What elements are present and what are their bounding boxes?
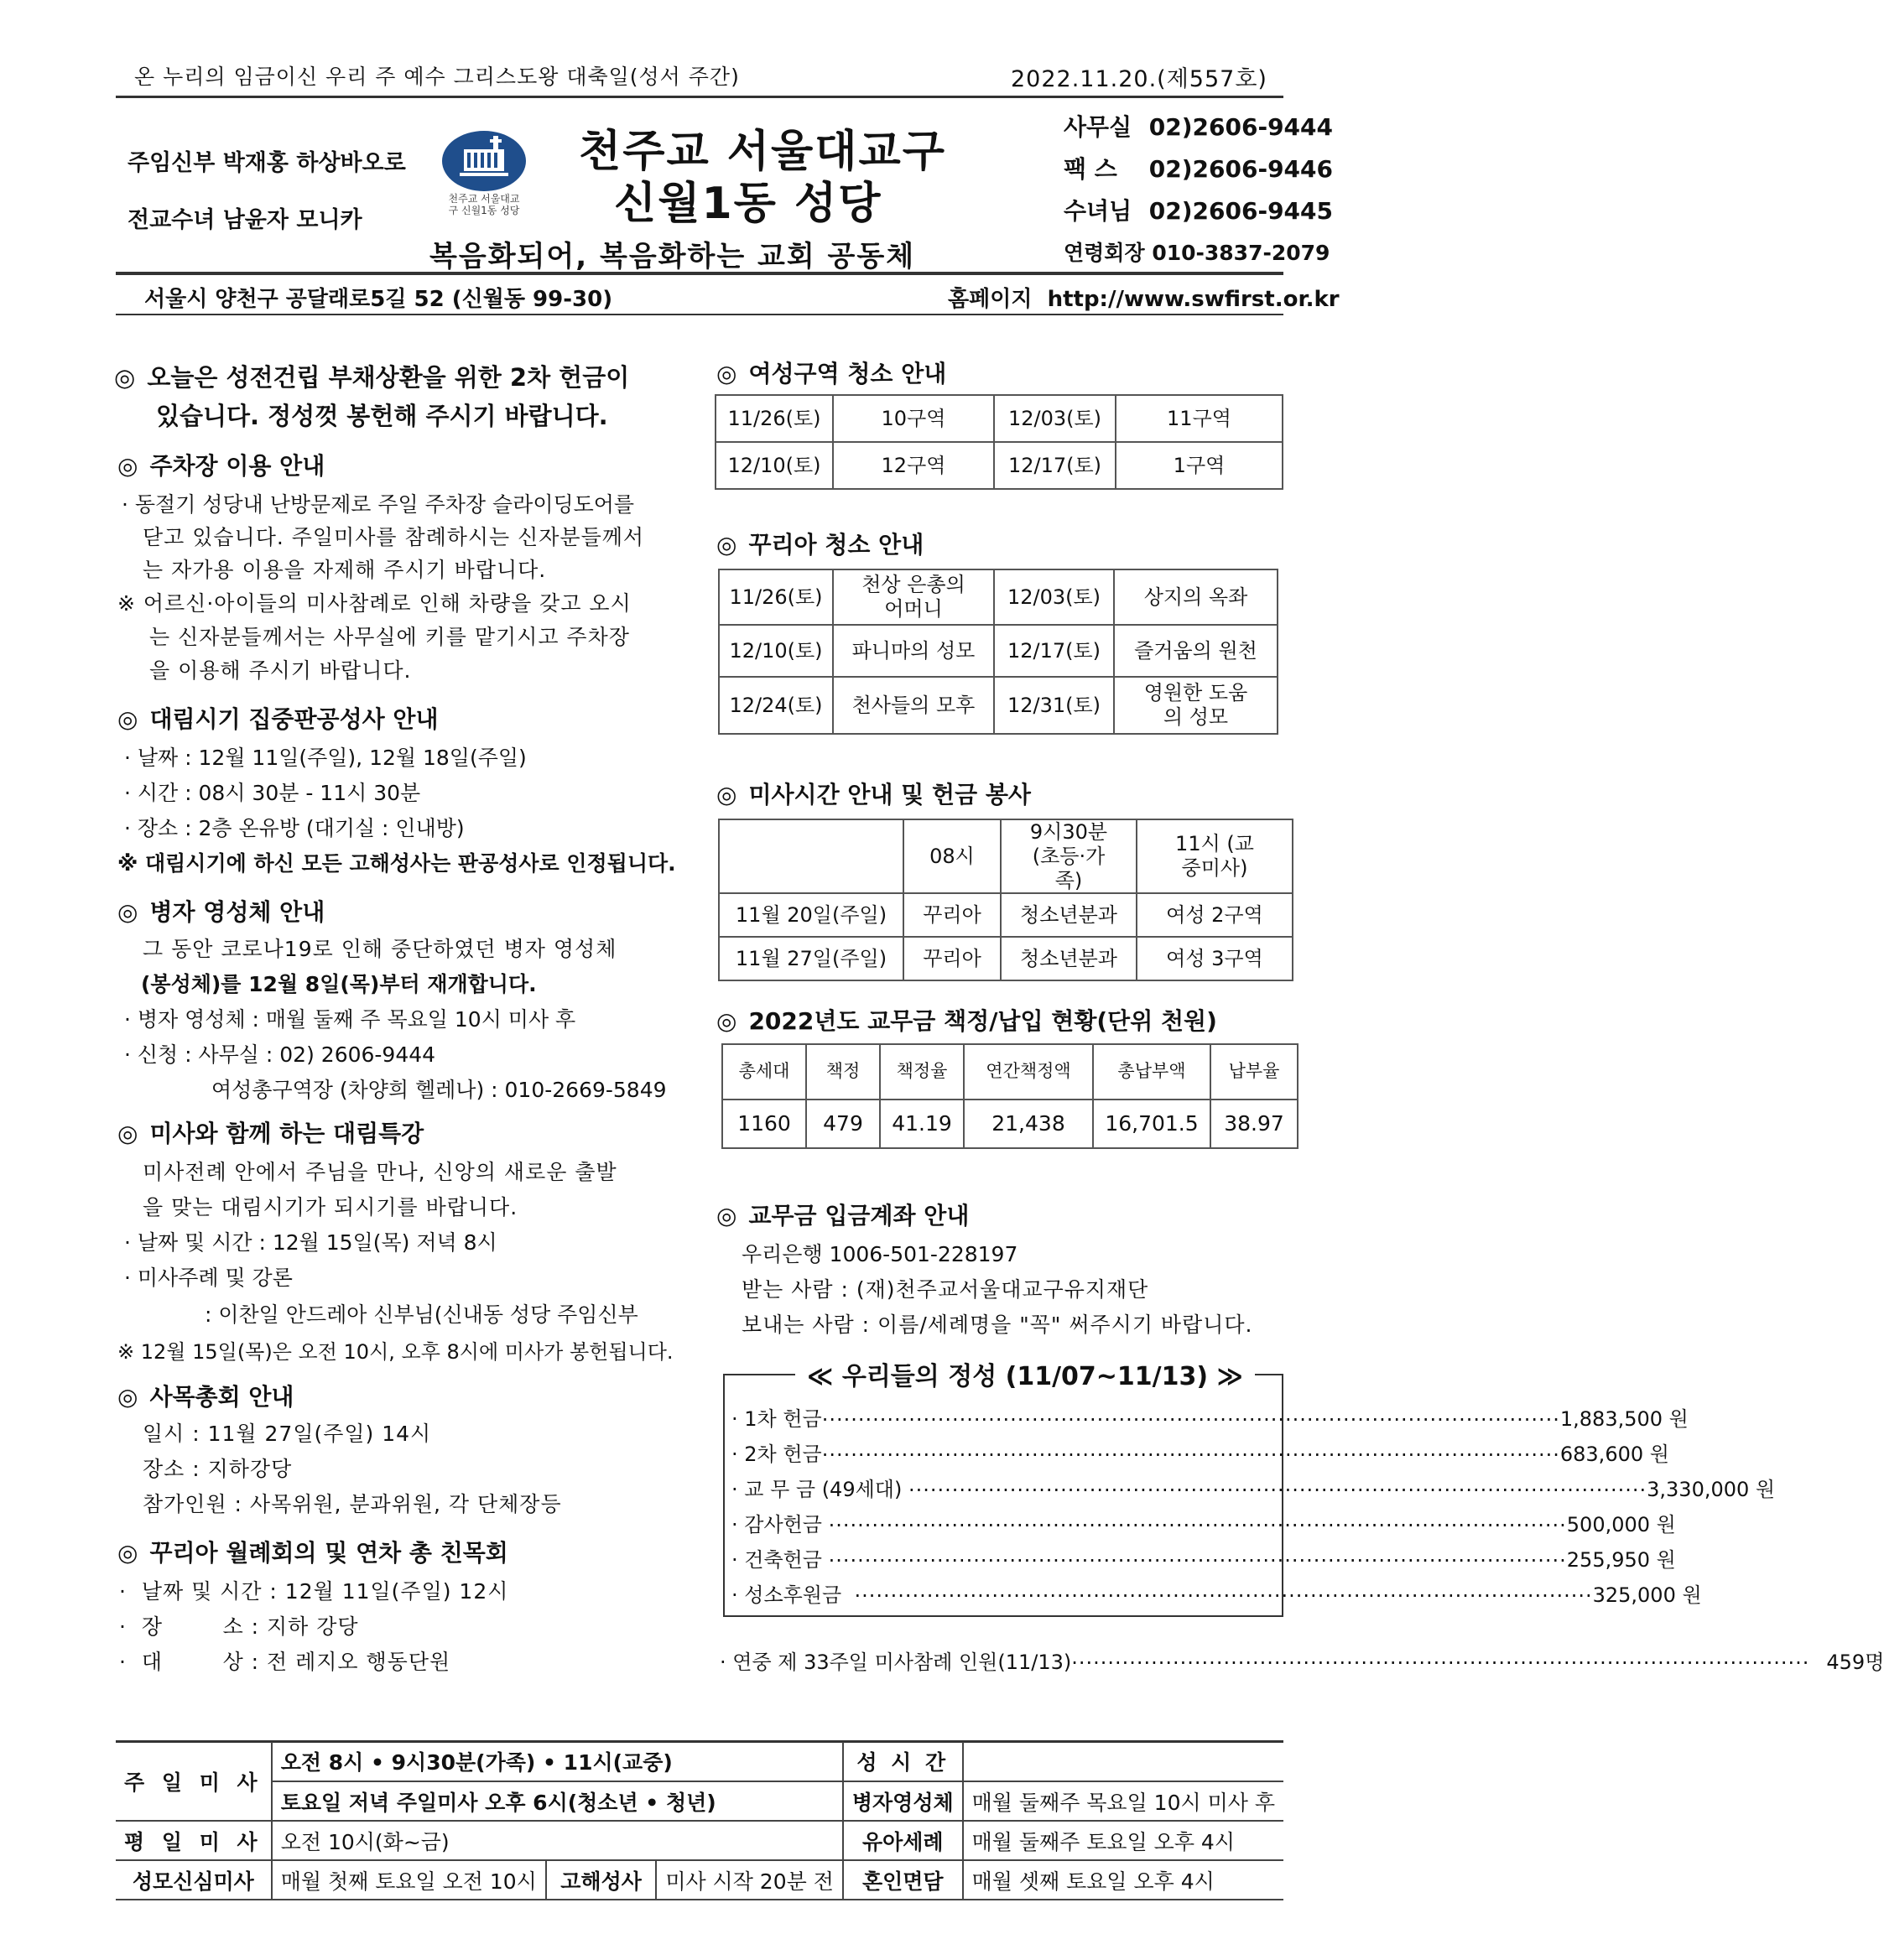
confession-value: 미사 시작 20분 전 [656, 1860, 843, 1900]
sick-communion-title: ◎ 병자 영성체 안내 [117, 898, 325, 926]
date-issue: 2022.11.20.(제557호) [1011, 66, 1267, 92]
sunday-mass-times: 오전 8시 • 9시30분(가족) • 11시(교중) [272, 1742, 843, 1781]
curia-cleaning-table [718, 569, 1278, 735]
offering-row: · 감사헌금 ...................................................................................................... 500,000 원 [731, 1508, 1676, 1536]
table-cell: 즐거움의 원천 [1114, 625, 1278, 677]
confession-line: · 시간 : 08시 30분 - 11시 30분 [124, 781, 421, 805]
mass-time-table [718, 819, 1293, 981]
lecture-line: 을 맞는 대림시기가 되시기를 바랍니다. [143, 1195, 518, 1219]
table-cell: 책정율 [880, 1044, 964, 1100]
table-cell: 12/03(토) [994, 569, 1114, 625]
table-cell: 41.19 [880, 1100, 964, 1148]
table-cell: 납부율 [1210, 1044, 1298, 1100]
table-cell: 연간책정액 [964, 1044, 1093, 1100]
sick-line: (봉성체)를 12월 8일(목)부터 재개합니다. [141, 972, 537, 996]
table-cell: 여성 3구역 [1137, 937, 1293, 980]
account-line: 받는 사람 : (재)천주교서울대교구유지재단 [742, 1277, 1149, 1302]
table-cell: 12구역 [833, 442, 994, 489]
advent-lecture-title: ◎ 미사와 함께 하는 대림특강 [117, 1120, 424, 1147]
sick-line: · 신청 : 사무실 : 02) 2606-9444 [124, 1042, 436, 1067]
offering-row: · 교 무 금 (49세대) ...................................................................................................... 3,330,000 원 [731, 1473, 1776, 1501]
table-cell [719, 819, 903, 893]
header-divider-mid [116, 272, 1283, 275]
table-cell: 11월 20일(주일) [719, 893, 903, 937]
table-cell: 11시 (교중미사) [1137, 819, 1293, 893]
saturday-vigil-mass: 토요일 저녁 주일미사 오후 6시(청소년 • 청년) [272, 1781, 843, 1821]
infant-baptism-label: 유아세례 [843, 1821, 963, 1860]
account-line: 우리은행 1006-501-228197 [742, 1242, 1018, 1266]
table-cell: 총납부액 [1093, 1044, 1210, 1100]
logo-caption: 천주교 서울대교구 신월1동 성당 [448, 193, 520, 216]
parking-line: 을 이용해 주시기 바랍니다. [149, 658, 412, 683]
table-cell: 1160 [722, 1100, 806, 1148]
table-cell: 꾸리아 [903, 937, 1001, 980]
table-cell: 12/03(토) [994, 395, 1116, 442]
parking-line: 닫고 있습니다. 주일미사를 참례하시는 신자분들께서 [143, 525, 645, 549]
sick-line: 그 동안 코로나19로 인해 중단하였던 병자 영성체 [143, 937, 617, 961]
table-cell: 천상 은총의 어머니 [833, 569, 994, 625]
table-cell: 파니마의 성모 [833, 625, 994, 677]
table-cell: 청소년분과 [1001, 893, 1137, 937]
curia-line: · 대 상 : 전 레지오 행동단원 [119, 1650, 451, 1674]
table-cell: 1구역 [1116, 442, 1283, 489]
offering-title: ≪ 우리들의 정성 (11/07~11/13) ≫ [795, 1355, 1255, 1392]
marian-mass-value: 매월 첫째 토요일 오전 10시 [272, 1860, 546, 1900]
table-cell: 9시30분 (초등·가족) [1001, 819, 1137, 893]
address: 서울시 양천구 공달래로5길 52 (신월동 99-30) [144, 287, 613, 312]
table-cell: 479 [806, 1100, 880, 1148]
sick-communion-label: 병자영성체 [843, 1781, 963, 1821]
account-title: ◎ 교무금 입금계좌 안내 [716, 1202, 970, 1230]
women-cleaning-title: ◎ 여성구역 청소 안내 [716, 360, 947, 387]
header-divider-bottom [116, 314, 1283, 315]
table-cell: 11구역 [1116, 395, 1283, 442]
offering-row: · 1차 헌금 ...................................................................................................... 1,883,500 원 [731, 1402, 1689, 1431]
church-title-line1: 천주교 서울대교구 [579, 127, 946, 177]
curia-line: · 날짜 및 시간 : 12월 11일(주일) 12시 [119, 1579, 509, 1604]
parking-line: 는 신자분들께서는 사무실에 키를 맡기시고 주차장 [149, 625, 630, 649]
holy-hour-value [963, 1742, 1283, 1781]
pastoral-assembly-title: ◎ 사목총회 안내 [117, 1383, 294, 1411]
contact-fax: 팩 스 02)2606-9446 [1064, 155, 1333, 183]
weekday-mass-value: 오전 10시(화~금) [272, 1821, 843, 1860]
curia-cleaning-title: ◎ 꾸리아 청소 안내 [716, 531, 924, 559]
top-line: 온 누리의 임금이신 우리 주 예수 그리스도왕 대축일(성서 주간) [134, 65, 740, 89]
notice-second-collection: ◎ 오늘은 성전건립 부채상환을 위한 2차 헌금이 [114, 363, 630, 392]
pastoral-line: 장소 : 지하강당 [143, 1457, 293, 1481]
marriage-interview-value: 매월 셋째 토요일 오후 4시 [963, 1860, 1283, 1900]
lecture-line: : 이찬일 안드레아 신부님(신내동 성당 주임신부 [205, 1302, 638, 1327]
table-cell: 천사들의 모후 [833, 677, 994, 734]
table-cell: 11/26(토) [719, 569, 833, 625]
motto: 복음화되어, 복음화하는 교회 공동체 [429, 240, 916, 273]
table-cell: 38.97 [1210, 1100, 1298, 1148]
lecture-line: · 미사주례 및 강론 [124, 1266, 293, 1290]
offering-row: · 2차 헌금 ...................................................................................................... 683,600 원 [731, 1438, 1669, 1466]
account-line: 보내는 사람 : 이름/세례명을 "꼭" 써주시기 바랍니다. [742, 1313, 1253, 1337]
table-cell: 12/24(토) [719, 677, 833, 734]
notice-second-collection-line2: 있습니다. 정성껏 봉헌해 주시기 바랍니다. [156, 402, 608, 430]
lecture-line: ※ 12월 15일(목)은 오전 10시, 오후 8시에 미사가 봉헌됩니다. [117, 1340, 674, 1364]
lecture-line: · 날짜 및 시간 : 12월 15일(목) 저녁 8시 [124, 1230, 497, 1255]
table-cell: 11/26(토) [716, 395, 833, 442]
table-cell: 16,701.5 [1093, 1100, 1210, 1148]
confession-line: ※ 대림시기에 하신 모든 고해성사는 판공성사로 인정됩니다. [117, 851, 676, 876]
sunday-mass-label: 주 일 미 사 [116, 1742, 272, 1821]
sick-line: · 병자 영성체 : 매월 둘째 주 목요일 10시 미사 후 [124, 1007, 576, 1032]
table-cell: 책정 [806, 1044, 880, 1100]
confession-label: 고해성사 [546, 1860, 656, 1900]
table-cell: 12/17(토) [994, 625, 1114, 677]
marian-mass-label: 성모신심미사 [116, 1860, 272, 1900]
table-cell: 꾸리아 [903, 893, 1001, 937]
offering-row: · 건축헌금 ...................................................................................................... 255,950 원 [731, 1543, 1676, 1572]
sick-communion-value: 매월 둘째주 목요일 10시 미사 후 [963, 1781, 1283, 1821]
parking-title: ◎ 주차장 이용 안내 [117, 452, 325, 480]
table-cell: 11월 27일(주일) [719, 937, 903, 980]
pastor-name: 주임신부 박재홍 하상바오로 [128, 150, 406, 176]
parking-line: ※ 어르신·아이들의 미사참례로 인해 차량을 갖고 오시 [117, 591, 632, 616]
dues-table [721, 1043, 1299, 1149]
table-cell: 12/17(토) [994, 442, 1116, 489]
homepage: 홈페이지 http://www.swfirst.or.kr [948, 287, 1340, 312]
dues-title: ◎ 2022년도 교무금 책정/납입 현황(단위 천원) [716, 1007, 1217, 1035]
attendance-row: · 연중 제 33주일 미사참례 인원(11/13) ...................................................................................................... 459명 [720, 1645, 1884, 1674]
curia-meeting-title: ◎ 꾸리아 월례회의 및 연차 총 친목회 [117, 1539, 508, 1567]
contact-sister: 수녀님 02)2606-9445 [1064, 197, 1333, 225]
confession-title: ◎ 대림시기 집중판공성사 안내 [117, 705, 439, 733]
header-divider-top [116, 96, 1283, 98]
table-cell: 12/10(토) [716, 442, 833, 489]
mass-time-title: ◎ 미사시간 안내 및 헌금 봉사 [716, 781, 1031, 808]
parking-line: · 동절기 성당내 난방문제로 주일 주차장 슬라이딩도어를 [122, 492, 635, 517]
confession-line: · 날짜 : 12월 11일(주일), 12월 18일(주일) [124, 746, 527, 770]
table-cell: 총세대 [722, 1044, 806, 1100]
lecture-line: 미사전례 안에서 주님을 만나, 신앙의 새로운 출발 [143, 1160, 617, 1184]
holy-hour-label: 성 시 간 [843, 1742, 963, 1781]
church-title-line2: 신월1동 성당 [614, 179, 882, 229]
table-cell: 청소년분과 [1001, 937, 1137, 980]
curia-line: · 장 소 : 지하 강당 [119, 1614, 359, 1639]
table-cell: 12/10(토) [719, 625, 833, 677]
schedule-table [116, 1742, 1283, 1900]
table-cell: 12/31(토) [994, 677, 1114, 734]
table-cell: 영원한 도움의 성모 [1114, 677, 1278, 734]
marriage-interview-label: 혼인면담 [843, 1860, 963, 1900]
confession-line: · 장소 : 2층 온유방 (대기실 : 인내방) [124, 816, 465, 840]
infant-baptism-value: 매월 둘째주 토요일 오후 4시 [963, 1821, 1283, 1860]
table-cell: 10구역 [833, 395, 994, 442]
pastoral-line: 일시 : 11월 27일(주일) 14시 [143, 1422, 432, 1446]
pastoral-line: 참가인원 : 사목위원, 분과위원, 각 단체장등 [143, 1492, 562, 1516]
table-cell: 상지의 옥좌 [1114, 569, 1278, 625]
contact-funeral-head: 연령회장 010-3837-2079 [1064, 241, 1330, 265]
offering-row: · 성소후원금 ...................................................................................................... 325,000 원 [731, 1578, 1702, 1607]
contact-office: 사무실 02)2606-9444 [1064, 113, 1333, 141]
women-cleaning-table [715, 394, 1283, 490]
weekday-mass-label: 평 일 미 사 [116, 1821, 272, 1860]
sick-line: 여성총구역장 (차양희 헬레나) : 010-2669-5849 [211, 1078, 667, 1102]
church-logo [435, 124, 533, 223]
table-cell: 21,438 [964, 1100, 1093, 1148]
nun-name: 전교수녀 남윤자 모니카 [128, 207, 362, 233]
table-cell: 여성 2구역 [1137, 893, 1293, 937]
table-cell: 08시 [903, 819, 1001, 893]
parking-line: 는 자가용 이용을 자제해 주시기 바랍니다. [143, 558, 547, 582]
